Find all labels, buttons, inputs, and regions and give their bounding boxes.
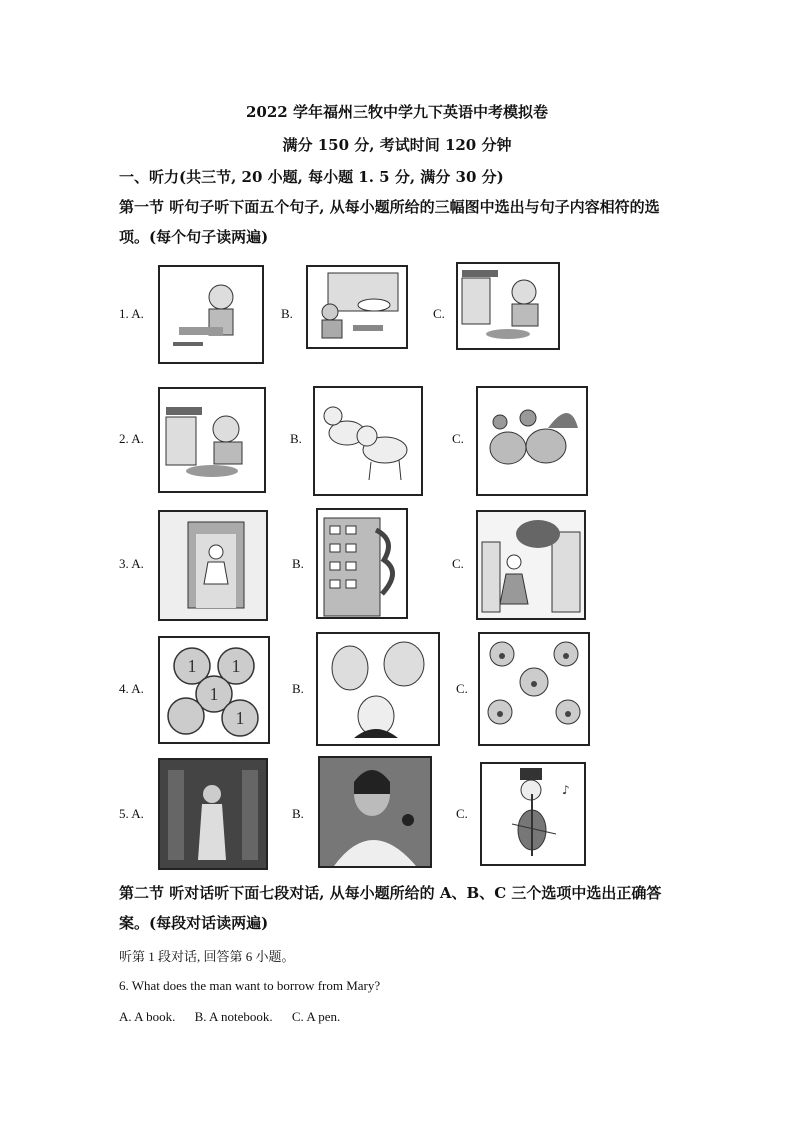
listening-heading: 一、听力(共三节, 20 小题, 每小题 1. 5 分, 满分 30 分) [119, 168, 504, 186]
cello-player-picture[interactable] [480, 762, 586, 866]
option-label: B. [292, 681, 304, 696]
question-label: 2. A. [119, 431, 144, 446]
option-label: C. [452, 556, 464, 571]
question-label: 3. A. [119, 556, 144, 571]
dialogue-instruction: 听第 1 段对话, 回答第 6 小题。 [119, 949, 295, 964]
exam-title: 2022 学年福州三牧中学九下英语中考模拟卷 [246, 103, 548, 121]
option-label: B. [292, 806, 304, 821]
section2-instruction: 第二节 听对话听下面七段对话, 从每小题所给的 A、B、C 三个选项中选出正确答案。(每段对话读两遍) [119, 884, 662, 932]
girl-eating-picture[interactable] [158, 387, 266, 493]
answer-option-c[interactable]: C. A pen. [291, 1009, 341, 1024]
svg-text:1: 1 [209, 684, 219, 704]
singer-performing-photo[interactable] [158, 758, 268, 870]
option-label: B. [290, 431, 302, 446]
svg-text:1: 1 [231, 656, 241, 676]
svg-text:1: 1 [187, 656, 197, 676]
option-label: C. [456, 681, 468, 696]
girl-eating-picture[interactable] [158, 265, 264, 364]
option-label: C. [456, 806, 468, 821]
section1-instruction: 第一节 听句子听下面五个句子, 从每小题所给的三幅图中选出与句子内容相符的选项。(每个句子读两遍) [119, 198, 660, 246]
male-singer-photo[interactable] [318, 756, 432, 868]
option-label: B. [281, 306, 293, 321]
svg-text:♪: ♪ [562, 783, 570, 797]
question-label: 1. A. [119, 306, 144, 321]
question-6-options [119, 1009, 356, 1025]
question-6: 6. What does the man want to borrow from Mary? [119, 978, 381, 993]
girl-watching-tv-picture[interactable] [306, 265, 408, 349]
celebrity-faces-picture[interactable] [316, 632, 440, 746]
option-label: B. [292, 556, 304, 571]
svg-text:1: 1 [235, 708, 245, 728]
girl-in-city-picture[interactable] [476, 510, 586, 620]
answer-option-a[interactable]: A. A book. [119, 1009, 176, 1024]
coins-picture[interactable] [158, 636, 270, 744]
option-label: C. [452, 431, 464, 446]
building-fire-picture[interactable] [316, 508, 408, 619]
roosters-picture[interactable] [476, 386, 588, 496]
question-label: 5. A. [119, 806, 144, 821]
dogs-picture[interactable] [313, 386, 423, 496]
girl-in-elevator-picture[interactable] [158, 510, 268, 621]
clowns-picture[interactable] [478, 632, 590, 746]
answer-option-b[interactable]: B. A notebook. [194, 1009, 273, 1024]
exam-subtitle: 满分 150 分, 考试时间 120 分钟 [282, 136, 512, 154]
question-label: 4. A. [119, 681, 144, 696]
girl-eating-picture[interactable] [456, 262, 560, 350]
option-label: C. [433, 306, 445, 321]
